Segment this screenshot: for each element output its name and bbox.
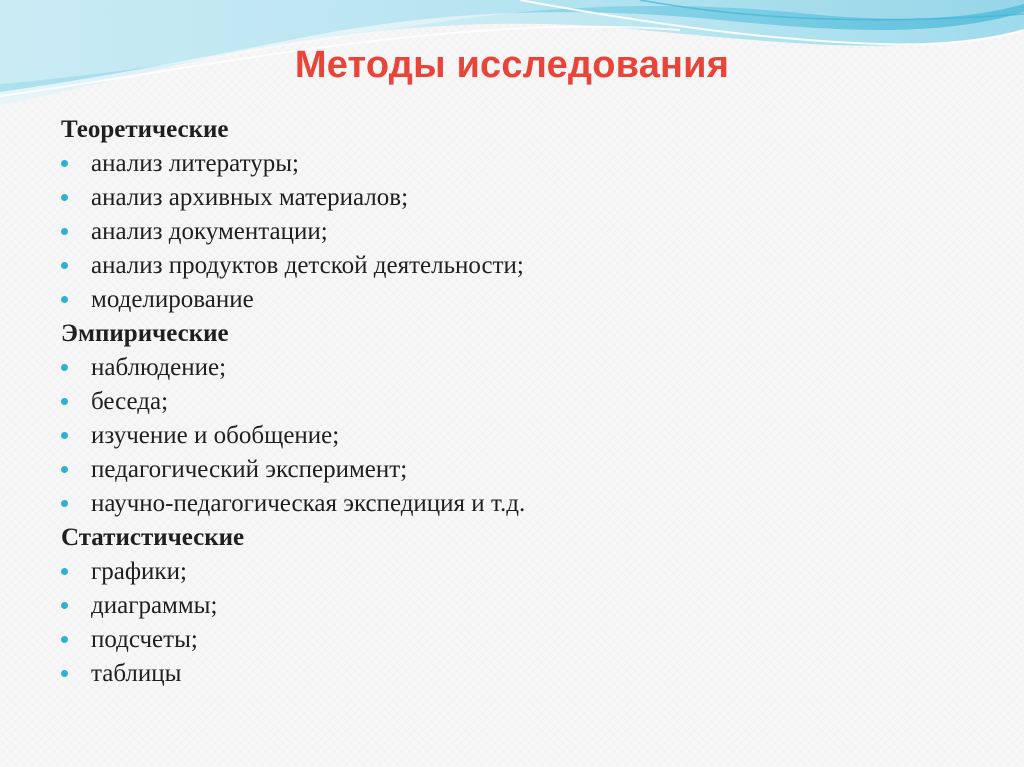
list-item-text: педагогический эксперимент; (91, 456, 408, 483)
bullet-icon (61, 262, 68, 269)
bullet-icon (61, 194, 68, 201)
list-item (61, 147, 991, 181)
list-item-text: наблюдение; (91, 354, 227, 381)
group-heading: Эмпирические (61, 320, 229, 347)
bullet-icon (61, 466, 68, 473)
bullet-icon (61, 160, 68, 167)
bullet-icon (61, 568, 68, 575)
slide-title: Методы исследования (294, 44, 730, 86)
list-item (61, 385, 991, 419)
list-item-text: анализ литературы; (91, 150, 299, 177)
list-item-text: графики; (91, 558, 187, 585)
list-item (61, 453, 991, 487)
group-heading: Статистические (61, 524, 245, 551)
list-item-text: диаграммы; (91, 592, 218, 619)
list-item (61, 657, 991, 691)
bullet-icon (61, 398, 68, 405)
list-item-text: изучение и обобщение; (91, 422, 340, 449)
list-item (61, 419, 991, 453)
list-item-text: анализ архивных материалов; (91, 184, 409, 211)
bullet-icon (61, 670, 68, 677)
list-item-text: моделирование (91, 286, 254, 313)
bullet-icon (61, 636, 68, 643)
list-item (61, 555, 991, 589)
list-item (61, 623, 991, 657)
list-item (61, 589, 991, 623)
list-item-text: беседа; (91, 388, 169, 415)
bullet-icon (61, 500, 68, 507)
bullet-icon (61, 364, 68, 371)
list-item (61, 249, 991, 283)
bullet-icon (61, 602, 68, 609)
list-item-text: подсчеты; (91, 626, 198, 653)
bullet-icon (61, 432, 68, 439)
list-item-text: научно-педагогическая экспедиция и т.д. (91, 490, 526, 517)
bullet-icon (61, 228, 68, 235)
list-item (61, 283, 991, 317)
bullet-icon (61, 296, 68, 303)
list-item (61, 181, 991, 215)
list-item (61, 351, 991, 385)
method-list (61, 113, 991, 691)
list-item (61, 487, 991, 521)
list-item-text: анализ продуктов детской деятельности; (91, 252, 524, 279)
list-item-text: таблицы (91, 660, 182, 687)
list-item (61, 215, 991, 249)
group-heading: Теоретические (61, 116, 229, 143)
list-item-text: анализ документации; (91, 218, 328, 245)
